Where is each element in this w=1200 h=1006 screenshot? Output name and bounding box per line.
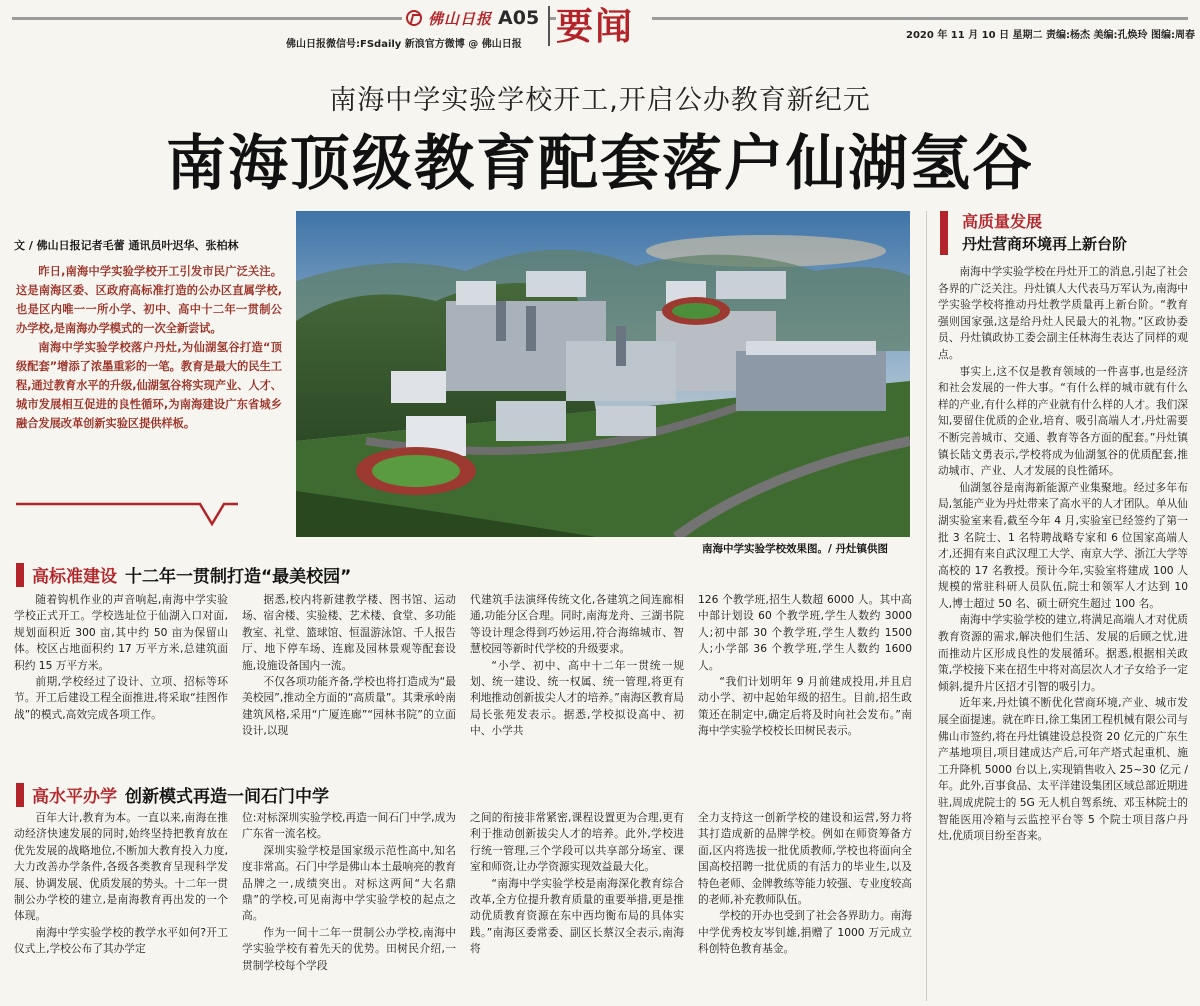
section2-column-1: [14, 810, 228, 1002]
paragraph: 百年大计,教育为本。一直以来,南海在推动经济快速发展的同时,始终坚持把教育放在优先发展的战略地位,不断加大教育投入力度,大力改善办学条件,各级各类教育呈现科学发展、协调发展、优质发展的势头。十二年一贯制公办学校的建立,是南海教育再出发的一个体现。: [14, 811, 228, 923]
paragraph: 不仅各项功能齐备,学校也将打造成为“最美校园”,推动全方面的“高质量”。其秉承岭南建筑风格,采用“广厦连廊”“园林书院”的立面设计,以现: [242, 675, 456, 738]
paragraph: 位:对标深圳实验学校,再造一间石门中学,成为广东省一流名校。: [242, 811, 456, 841]
section1-column-1: [14, 592, 228, 772]
newspaper-logo-icon: [406, 10, 422, 26]
paragraph: 前期,学校经过了设计、立项、招标等环节。开工后建设工程全面推进,将采取“挂图作战”的模式,高效完成各项工作。: [14, 675, 228, 721]
paragraph: 仙湖氢谷是南海新能源产业集聚地。经过多年布局,氢能产业为丹灶带来了高水平的人才团队。单从仙湖实验室来看,截至今年 4 月,实验室已经签约了第一批 3 名院士、1 名特聘战略专家和 6 位国家高端人才,还拥有来自武汉理工大学、南京大学、浙江大学等高校的 17 名教授。预计今年,实验室将建成 100 人规模的常驻科研人员队伍,院士和领军人才达到 10 人,博士超过 50 名、硕士研究生超过 100 名。: [938, 480, 1188, 610]
paragraph: 随着钩机作业的声音响起,南海中学实验学校正式开工。学校选址位于仙湖入口对面,规划面积近 300 亩,其中约 50 亩为保留山体。校区占地面积约 17 万平方米,总建筑面积约 15 万平方米。: [14, 593, 228, 672]
paragraph: 作为一间十二年一贯制公办学校,南海中学实验学校有着先天的优势。田树民介绍,一贯制学校每个学段: [242, 925, 456, 972]
sidebar-bar: [940, 211, 948, 255]
social-accounts: 佛山日报微信号:FSdaily 新浪官方微博 @ 佛山日报: [286, 39, 522, 50]
paragraph: 据悉,校内将新建教学楼、图书馆、运动场、宿舍楼、实验楼、艺术楼、食堂、多功能教室、礼堂、篮球馆、恒温游泳馆、千人报告厅、地下停车场、连廊及园林景观等配套设施,设施设备国内一流。: [242, 593, 456, 672]
paragraph: 之间的衔接非常紧密,课程设置更为合理,更有利于推动创新拔尖人才的培养。此外,学校进行统一管理,三个学段可以共享部分场室、课室和师资,让办学资源实现效益最大化。: [470, 811, 684, 874]
sidebar-label: 高质量发展: [962, 212, 1043, 231]
photo-caption: 南海中学实验学校效果图。/ 丹灶镇供图: [702, 543, 888, 555]
lead-arrow-decoration: [14, 500, 240, 528]
section2-heading: [16, 782, 329, 807]
lead-paragraph: 南海中学实验学校落户丹灶,为仙湖氢谷打造“顶级配套”增添了浓墨重彩的一笔。教育是最大的民生工程,通过教育水平的升级,仙湖氢谷将实现产业、人才、城市发展相互促进的良性循环,为南海建设广东省城乡融合发展改革创新实验区提供样板。: [16, 341, 282, 431]
paragraph: “小学、初中、高中十二年一贯统一规划、统一建设、统一权属、统一管理,将更有利地推动创新拔尖人才的培养。”南海区教育局局长张苑发表示。据悉,学校拟设高中、初中、小学共: [470, 658, 684, 738]
paragraph: “南海中学实验学校是南海深化教育综合改革,全方位提升教育质量的重要举措,更是推动优质教育资源在东中西均衡布局的具体实践。”南海区委常委、副区长蔡汉全表示,南海将: [470, 876, 684, 956]
byline: 文 / 佛山日报记者毛蕾 通讯员叶迟华、张柏林: [14, 239, 239, 252]
section1-heading: [16, 562, 351, 587]
masthead-logo-group: [402, 4, 550, 32]
paragraph: 126 个教学班,招生人数超 6000 人。其中高中部计划设 60 个教学班,学生人数约 3000 人;初中部 30 个教学班,学生人数约 1500 人;小学部 36 个教学班,学生人数约 1600 人。: [698, 593, 912, 672]
campus-rendering-illustration: [296, 211, 910, 537]
paragraph: 全力支持这一创新学校的建设和运营,努力将其打造成新的品牌学校。例如在师资筹备方面,区内将选拔一批优质教师,学校也将面向全国高校招聘一批优质的有活力的毕业生,以及特色老师、金牌教练等能力较强、专业度较高的老师,补充教师队伍。: [698, 811, 912, 907]
paragraph: 南海中学实验学校的教学水平如何?开工仪式上,学校公布了其办学定: [14, 925, 228, 956]
section1-column-2: [242, 592, 456, 772]
lead-paragraph: 昨日,南海中学实验学校开工引发市民广泛关注。这是南海区委、区政府高标准打造的公办区直属学校,也是区内唯一一所小学、初中、高中十二年一贯制公办学校,是南海办学模式的一次全新尝试。: [16, 265, 282, 336]
sidebar-title: 丹灶营商环境再上新台阶: [962, 235, 1128, 253]
paragraph: 代建筑手法演绎传统文化,各建筑之间连廊相通,功能分区合理。同时,南海龙舟、三湖书院等设计理念得到巧妙运用,符合海绵城市、智慧校园等新时代学校的升级要求。: [470, 593, 684, 656]
newspaper-logo: 佛山日报: [428, 9, 493, 28]
paragraph: 近年来,丹灶镇不断优化营商环境,产业、城市发展全面提速。就在昨日,徐工集团工程机械有限公司与佛山市签约,将在丹灶镇建设总投资 20 亿元的广东生产基地项目,项目建成达产后,可年产塔式起重机、施工升降机 5000 台以上,实现销售收入 25~30 亿元 / 年。此外,百事食品、太平洋建设集团区域总部近期进驻,周成虎院士的 5G 无人机自驾系统、邓玉林院士的智能医用冷箱与云监控平台等 5 个院士项目落户丹灶,优质项目纷至沓来。: [938, 696, 1188, 843]
main-headline: 南海顶级教育配套落户仙湖氢谷: [166, 129, 1034, 199]
section1-column-3: [470, 592, 684, 772]
kicker-headline: 南海中学实验学校开工,开启公办教育新纪元: [329, 85, 871, 116]
campus-rendering-photo: [296, 211, 910, 537]
section2-title: 创新模式再造一间石门中学: [125, 787, 329, 807]
lead-paragraphs: [16, 262, 282, 433]
section1-bar: [16, 563, 24, 587]
sidebar-body: [938, 264, 1188, 1002]
date-editors-line: 2020 年 11 月 10 日 星期二 责编:杨杰 美编:孔焕玲 图编:周春: [906, 30, 1195, 41]
section2-column-3: [470, 810, 684, 1002]
column-divider: [926, 211, 927, 1001]
section2-column-2: [242, 810, 456, 1002]
paragraph: 深圳实验学校是国家级示范性高中,知名度非常高。石门中学是佛山本土最响亮的教育品牌之一,成绩突出。对标这两间“大名鼎鼎”的学校,可见南海中学实验学校的起点之高。: [242, 843, 456, 923]
section2-bar: [16, 783, 24, 807]
paragraph: 事实上,这不仅是教育领域的一件喜事,也是经济和社会发展的一件大事。“有什么样的城市就有什么样的产业,有什么样的产业就有什么样的人才。我们深知,要留住优质的企业,培育、吸引高端人才,丹灶需要不断完善城市、交通、教育等各方面的配套。”丹灶镇镇长陆文勇表示,学校将成为仙湖氢谷的优质配套,推动城市、产业、人才发展的良性循环。: [938, 364, 1188, 478]
section1-label: 高标准建设: [32, 567, 117, 587]
section2-column-4: [698, 810, 912, 1002]
section-divider: [548, 6, 550, 46]
paragraph: 南海中学实验学校的建立,将满足高端人才对优质教育资源的需求,解决他们生活、发展的后顾之忧,进而推动片区形成良性的发展循环。据悉,根据相关政策,学校接下来在招生中将对高层次人才子女给予一定倾斜,提升片区招才引智的吸引力。: [938, 613, 1188, 693]
section-title: 要闻: [556, 4, 652, 48]
paragraph: 学校的开办也受到了社会各界助力。南海中学优秀校友岑钊雄,捐赠了 1000 万元成立科创特色教育基金。: [698, 909, 912, 956]
paragraph: “我们计划明年 9 月前建成投用,并且启动小学、初中起始年级的招生。目前,招生政策还在制定中,确定后将及时向社会发布。”南海中学实验学校校长田树民表示。: [698, 675, 912, 738]
paragraph: 南海中学实验学校在丹灶开工的消息,引起了社会各界的广泛关注。丹灶镇人大代表马万军认为,南海中学实验学校将推动丹灶教学质量再上新台阶。“教育强则国家强,这是给丹灶人民最大的礼物。”区政协委员、丹灶镇政协工委会副主任林海生表达了同样的观点。: [938, 265, 1188, 361]
page-number: A05: [498, 7, 540, 29]
section2-label: 高水平办学: [32, 787, 117, 807]
section1-column-4: [698, 592, 912, 772]
section1-title: 十二年一贯制打造“最美校园”: [125, 567, 352, 587]
